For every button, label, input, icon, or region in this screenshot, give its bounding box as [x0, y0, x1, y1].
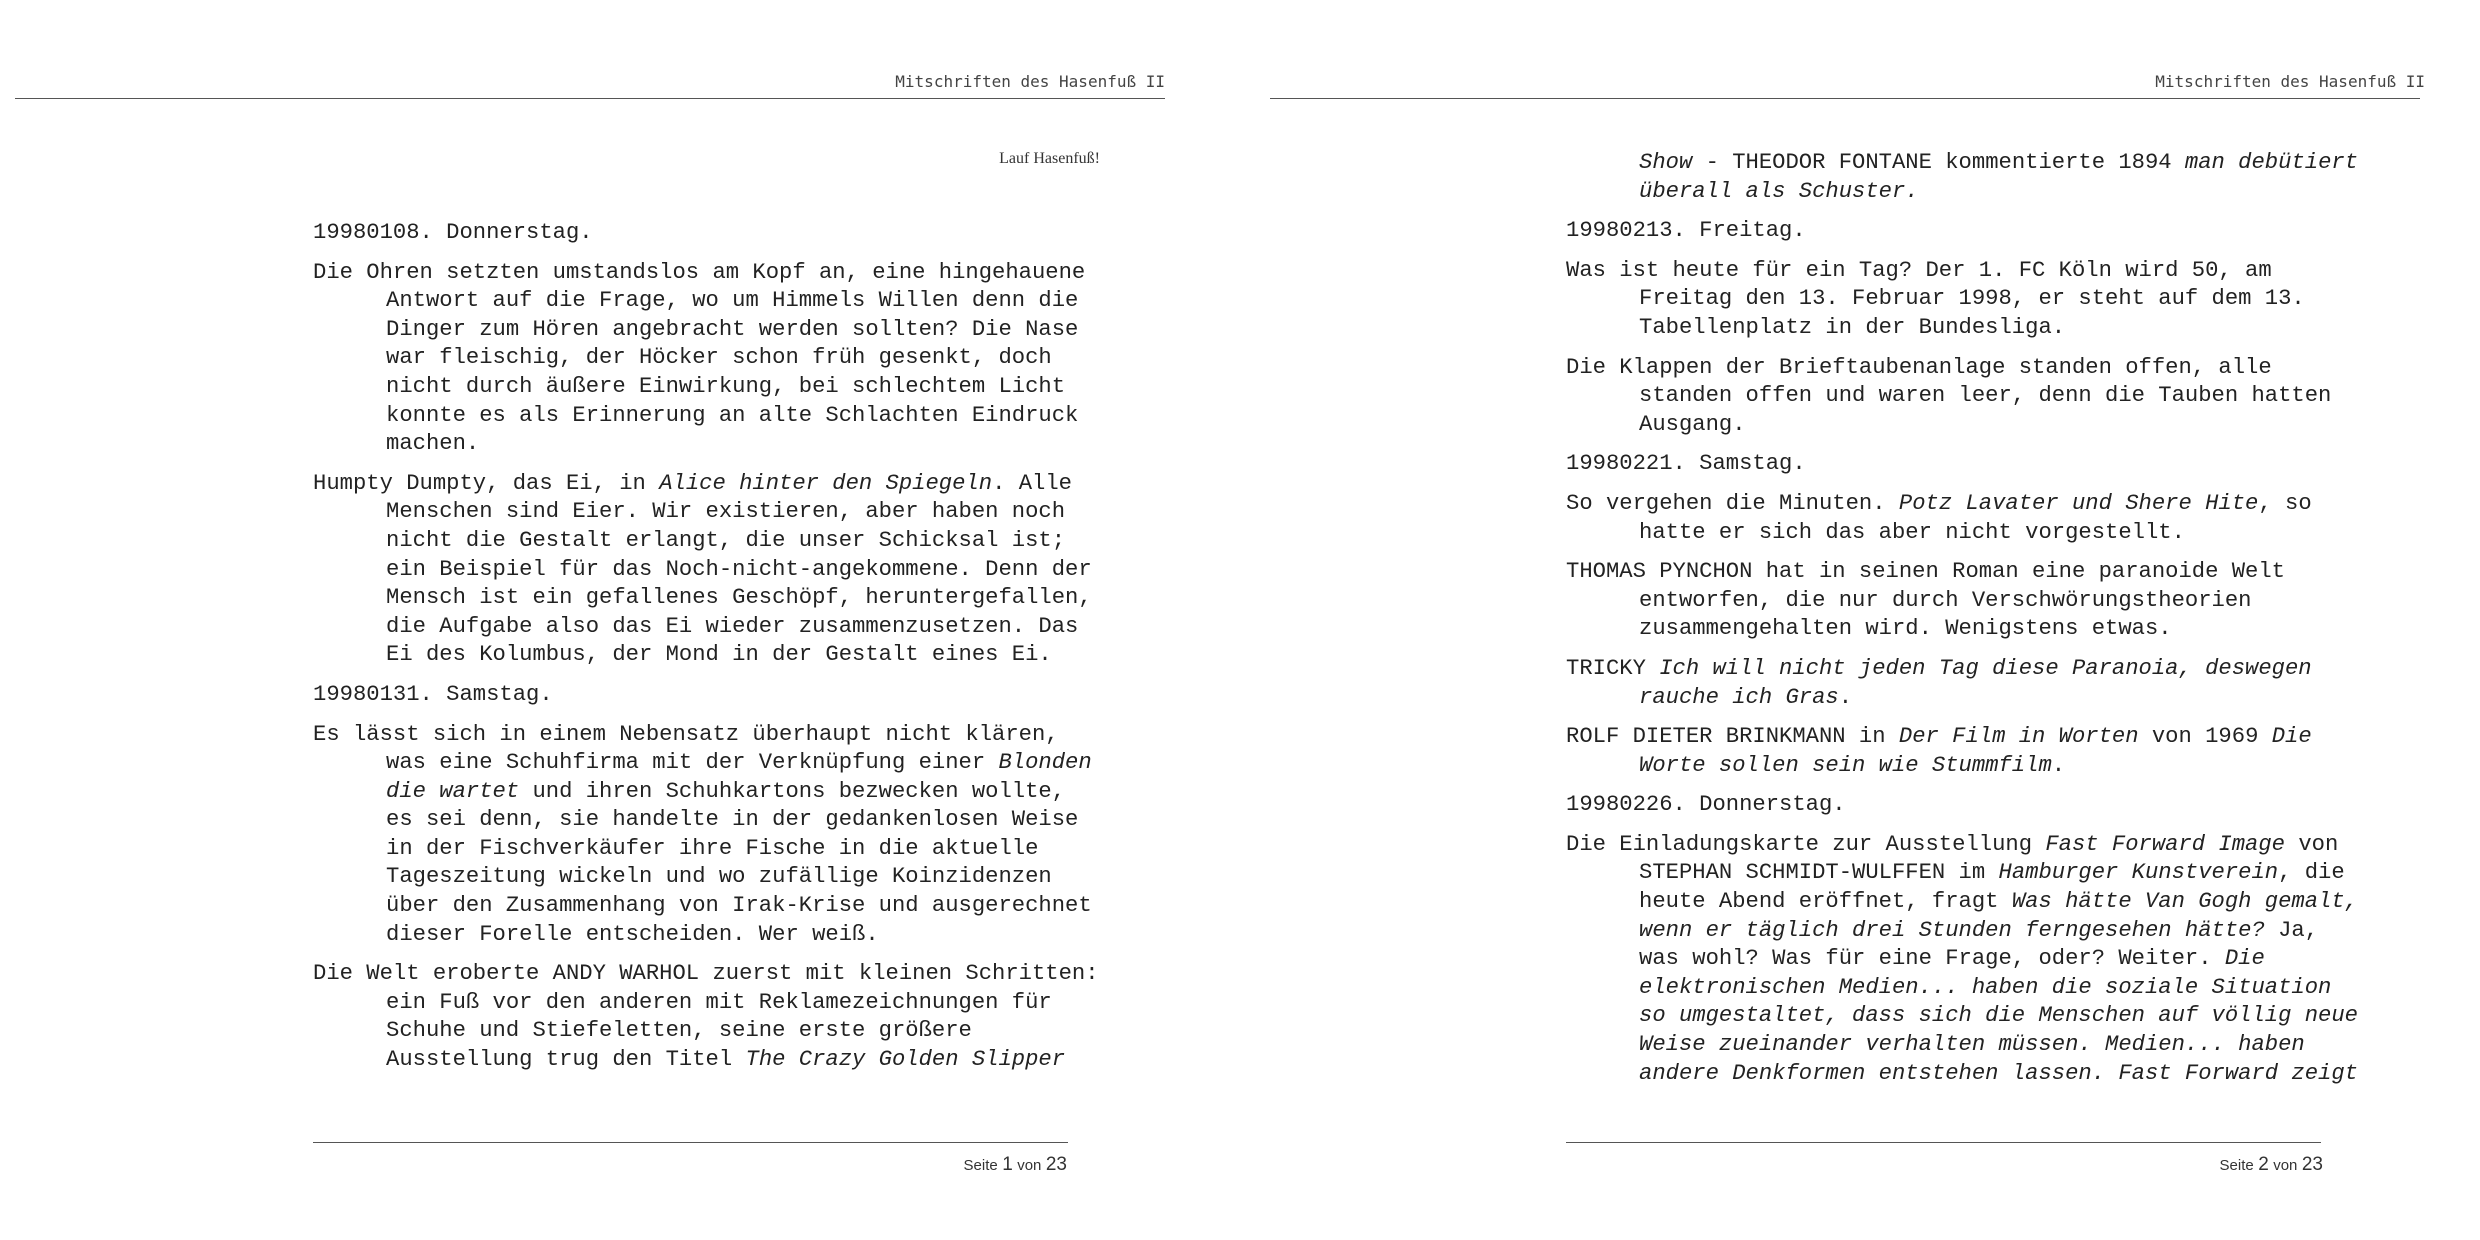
diary-paragraph — [313, 721, 1103, 950]
text-run: Die Welt eroberte ANDY WARHOL zuerst mit kleinen Schritten: ein Fuß vor den anderen mit Reklamezeichnungen für Schuhe und Stiefeletten, seine erste größere Ausstellung trug den Titel — [313, 961, 1099, 1073]
text-run: Es lässt sich in einem Nebensatz überhaupt nicht klären, was eine Schuhfirma mit der Verknüpfung einer — [313, 721, 1059, 776]
footer-page-number: 2 — [2258, 1154, 2269, 1175]
italic-text: Blonden die wartet — [386, 750, 1092, 804]
running-head: Mitschriften des Hasenfuß II — [2155, 72, 2425, 91]
italic-text: Hamburger Kunstverein — [1998, 860, 2279, 886]
text-run: . Alle Menschen sind Eier. Wir existieren, aber haben noch nicht die Gestalt erlangt, die unser Schicksal ist; ein Beispiel für das Noch-nicht-angekommene. Denn der Mensch ist ein gefallenes Geschöpf, heruntergefallen, die Aufgabe also das Ei wieder zusammenzusetzen. Das Ei des Kolumbus, der Mond in der Gestalt eines Ei. — [386, 470, 1092, 668]
footer-rule — [1566, 1142, 2321, 1143]
diary-paragraph — [1566, 354, 2366, 440]
footer-of: von — [1017, 1157, 1042, 1174]
italic-text: Show — [1639, 150, 1693, 175]
footer-of: von — [2273, 1157, 2298, 1174]
footer-page-total: 23 — [2301, 1154, 2323, 1175]
text-run: , die heute Abend eröffnet, fragt — [1639, 860, 2345, 915]
italic-text: The Crazy Golden Slipper — [745, 1047, 1066, 1073]
text-run: 19980213. Freitag. — [1566, 218, 1806, 244]
text-run: von 1969 — [2138, 724, 2272, 750]
text-run: Ja, was wohl? Was für eine Frage, oder? Weiter. — [1639, 917, 2319, 972]
text-run: und ihren Schuhkartons bezwecken wollte, es sei denn, sie handelte in der gedankenlosen Weise in der Fischverkäufer ihre Fische in die aktuelle Tageszeitung wickeln und wo zufällige Koinzidenzen über den Zusammenhang von Irak-Krise und ausgerechnet dieser Forelle entscheiden. Wer weiß. — [386, 778, 1092, 947]
footer-label: Seite — [2219, 1157, 2254, 1174]
footer-rule — [313, 1142, 1068, 1143]
diary-paragraph — [1566, 655, 2366, 712]
page-footer — [964, 1154, 1067, 1176]
header-rule — [15, 98, 1165, 99]
motto: Lauf Hasenfuß! — [999, 150, 1100, 167]
text-run: 19980131. Samstag. — [313, 681, 553, 707]
italic-text: Alice hinter den Spiegeln — [659, 470, 993, 496]
diary-paragraph — [1566, 558, 2366, 644]
entry-date — [313, 681, 1103, 710]
italic-text: man debütiert überall als Schuster. — [1639, 150, 2359, 204]
text-run: Die Klappen der Brieftaubenanlage standen offen, alle standen offen und waren leer, denn die Tauben hatten Ausgang. — [1566, 354, 2332, 437]
page-body — [1566, 149, 2366, 1088]
text-run: Die Einladungskarte zur Ausstellung — [1566, 831, 2046, 857]
entry-date — [1566, 791, 2366, 820]
text-run: . — [2051, 752, 2066, 778]
page-body — [313, 219, 1103, 1075]
running-head: Mitschriften des Hasenfuß II — [895, 72, 1165, 91]
header-rule — [1270, 98, 2420, 99]
footer-page-total: 23 — [1045, 1154, 1067, 1175]
text-run: THOMAS PYNCHON hat in seinen Roman eine paranoide Welt entworfen, die nur durch Verschwörungstheorien zusammengehalten wird. Wenigstens etwas. — [1566, 559, 2285, 642]
text-run: - THEODOR FONTANE kommentierte 1894 — [1692, 150, 2185, 175]
italic-text: Fast Forward Image — [2045, 831, 2285, 857]
diary-paragraph — [1566, 723, 2366, 780]
diary-paragraph — [313, 470, 1103, 670]
italic-text: Die elektronischen Medien... haben die soziale Situation so umgestaltet, dass sich die Menschen auf völlig neue Weise zueinander verhalten müssen. Medien... haben andere Denkformen entstehen lassen. Fast Forward zeigt — [1639, 946, 2358, 1086]
text-run: Die Ohren setzten umstandslos am Kopf an, eine hingehauene Antwort auf die Frage, wo um Himmels Willen denn die Dinger zum Hören angebracht werden sollten? Die Nase war fleischig, der Höcker schon früh gesenkt, doch nicht durch äußere Einwirkung, bei schlechtem Licht konnte es als Erinnerung an alte Schlachten Eindruck machen. — [313, 259, 1086, 457]
diary-paragraph — [313, 259, 1103, 459]
footer-label: Seite — [963, 1157, 998, 1174]
italic-text: Was hätte Van Gogh gemalt, wenn er täglich drei Stunden ferngesehen hätte? — [1639, 889, 2358, 943]
text-run: TRICKY — [1566, 655, 1660, 681]
page-2 — [1240, 0, 2480, 1240]
footer-page-number: 1 — [1002, 1154, 1013, 1175]
text-run: ROLF DIETER BRINKMANN in — [1566, 724, 1899, 750]
diary-paragraph — [313, 960, 1103, 1074]
diary-paragraph — [1566, 257, 2366, 343]
entry-date — [1566, 217, 2366, 246]
diary-paragraph — [1566, 149, 2366, 206]
text-run: 19980226. Donnerstag. — [1566, 792, 1846, 818]
text-run: von STEPHAN SCHMIDT-WULFFEN im — [1639, 831, 2339, 886]
entry-date — [313, 219, 1103, 248]
text-run: , so hatte er sich das aber nicht vorgestellt. — [1639, 490, 2312, 545]
italic-text: Die Worte sollen sein wie Stummfilm — [1639, 724, 2312, 778]
text-run: . — [1838, 684, 1853, 710]
text-run: Humpty Dumpty, das Ei, in — [313, 470, 660, 496]
text-run: So vergehen die Minuten. — [1566, 490, 1899, 516]
text-run: 19980221. Samstag. — [1566, 451, 1806, 477]
italic-text: Ich will nicht jeden Tag diese Paranoia, deswegen rauche ich Gras — [1639, 655, 2312, 710]
entry-date — [1566, 450, 2366, 479]
text-run: Was ist heute für ein Tag? Der 1. FC Köln wird 50, am Freitag den 13. Februar 1998, er steht auf dem 13. Tabellenplatz in der Bundesliga. — [1566, 257, 2305, 340]
italic-text: Potz Lavater und Shere Hite — [1898, 490, 2259, 516]
text-run: 19980108. Donnerstag. — [313, 220, 593, 245]
diary-paragraph — [1566, 831, 2366, 1088]
italic-text: Der Film in Worten — [1898, 724, 2139, 750]
page-footer — [2220, 1154, 2323, 1176]
diary-paragraph — [1566, 490, 2366, 547]
